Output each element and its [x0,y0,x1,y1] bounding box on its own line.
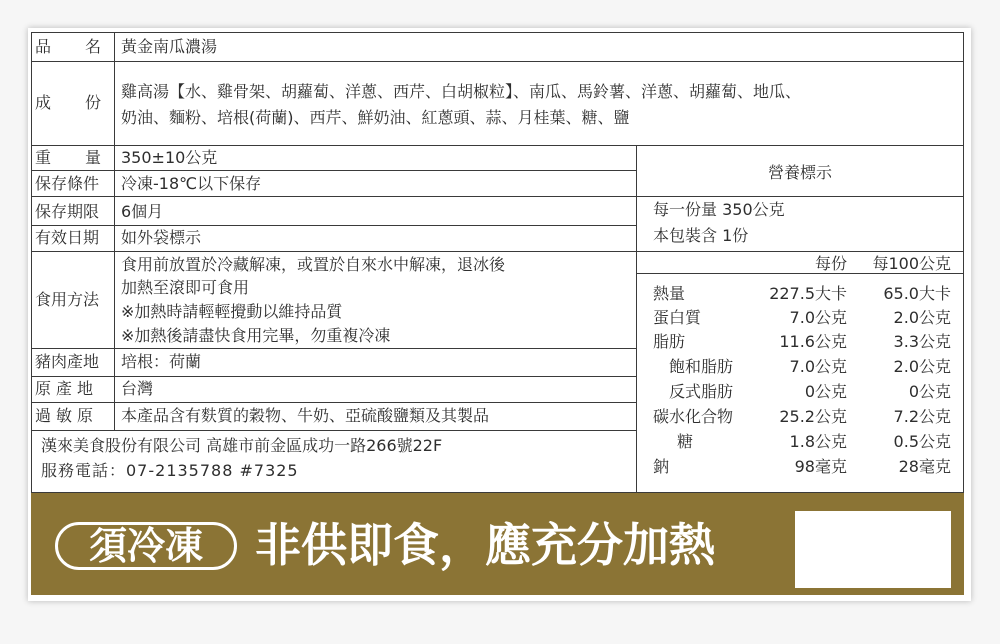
nutrient-name: 碳水化合物 [653,407,734,426]
nutrient-per-100g: 2.0公克 [893,308,951,327]
nutrient-name: 飽和脂肪 [669,357,734,376]
ingredients-label: 成 份 [35,93,111,112]
weight-value: 350±10公克 [121,148,218,167]
nutrient-name: 反式脂肪 [669,382,734,401]
col-per-serving: 每份 [814,254,847,273]
ingredients-line-1: 雞高湯【水、雞骨架、胡蘿蔔、洋蔥、西芹、白胡椒粒】、南瓜、馬鈴薯、洋蔥、胡蘿蔔、地瓜、 [121,82,802,101]
nutrient-per-serving: 1.8公克 [789,432,847,451]
warning-banner [31,493,964,595]
expiry-value: 如外袋標示 [121,228,202,247]
nutrient-per-serving: 7.0公克 [789,357,847,376]
nutrient-per-serving: 227.5大卡 [769,284,847,303]
frozen-stamp: 須冷凍 [55,522,237,570]
nutrient-per-100g: 65.0大卡 [883,284,951,303]
nutrient-per-serving: 98毫克 [794,457,847,476]
allergen-label: 過敏原 [35,406,99,425]
shelf-life-label: 保存期限 [35,202,100,221]
usage-line-1: 食用前放置於冷藏解凍，或置於自來水中解凍，退冰後 [121,255,506,274]
heating-warning: 非供即食，應充分加熱 [255,518,715,572]
allergen-value: 本產品含有麩質的穀物、牛奶、亞硫酸鹽類及其製品 [121,406,490,425]
usage-line-4: ※加熱後請盡快食用完畢，勿重複冷凍 [121,326,391,345]
nutrient-name: 鈉 [653,457,670,476]
pork-origin-value: 培根：荷蘭 [121,352,202,371]
nutrition-title: 營養標示 [767,163,832,182]
storage-value: 冷凍-18℃以下保存 [121,174,262,193]
nutrient-per-100g: 0公克 [908,382,951,401]
serving-size: 每一份量 350公克 [653,200,785,219]
product-label-table [31,32,964,493]
nutrient-per-100g: 28毫克 [898,457,951,476]
name-label: 品 名 [35,37,111,56]
usage-line-3: ※加熱時請輕輕攪動以維持品質 [121,302,343,321]
origin-label: 原產地 [35,379,99,398]
origin-value: 台灣 [121,379,154,398]
nutrient-per-100g: 2.0公克 [893,357,951,376]
nutrient-name: 熱量 [653,284,686,303]
pork-origin-label: 豬肉產地 [35,352,100,371]
col-per-100g: 每100公克 [872,254,951,273]
weight-label: 重 量 [35,148,111,167]
nutrient-name: 糖 [677,432,694,451]
nutrient-name: 蛋白質 [653,308,702,327]
company-info: 漢來美食股份有限公司 高雄市前金區成功一路266號22F [41,436,443,455]
nutrient-name: 脂肪 [653,332,686,351]
servings-per-pack: 本包裝含 1份 [653,226,749,245]
nutrient-per-serving: 0公克 [804,382,847,401]
storage-label: 保存條件 [35,174,100,193]
nutrient-per-100g: 7.2公克 [893,407,951,426]
nutrient-per-serving: 25.2公克 [779,407,847,426]
shelf-life-value: 6個月 [121,202,164,221]
expiry-label: 有效日期 [35,228,100,247]
nutrient-per-100g: 0.5公克 [893,432,951,451]
nutrient-per-serving: 11.6公克 [779,332,847,351]
blank-label-box [795,511,951,588]
nutrient-per-serving: 7.0公克 [789,308,847,327]
nutrient-per-100g: 3.3公克 [893,332,951,351]
usage-label: 食用方法 [35,290,100,309]
ingredients-line-2: 奶油、麵粉、培根(荷蘭)、西芹、鮮奶油、紅蔥頭、蒜、月桂葉、糖、鹽 [121,108,630,127]
usage-line-2: 加熱至滾即可食用 [121,278,250,297]
service-phone: 服務電話：07-2135788 #7325 [41,461,299,480]
product-name: 黃金南瓜濃湯 [121,37,218,56]
